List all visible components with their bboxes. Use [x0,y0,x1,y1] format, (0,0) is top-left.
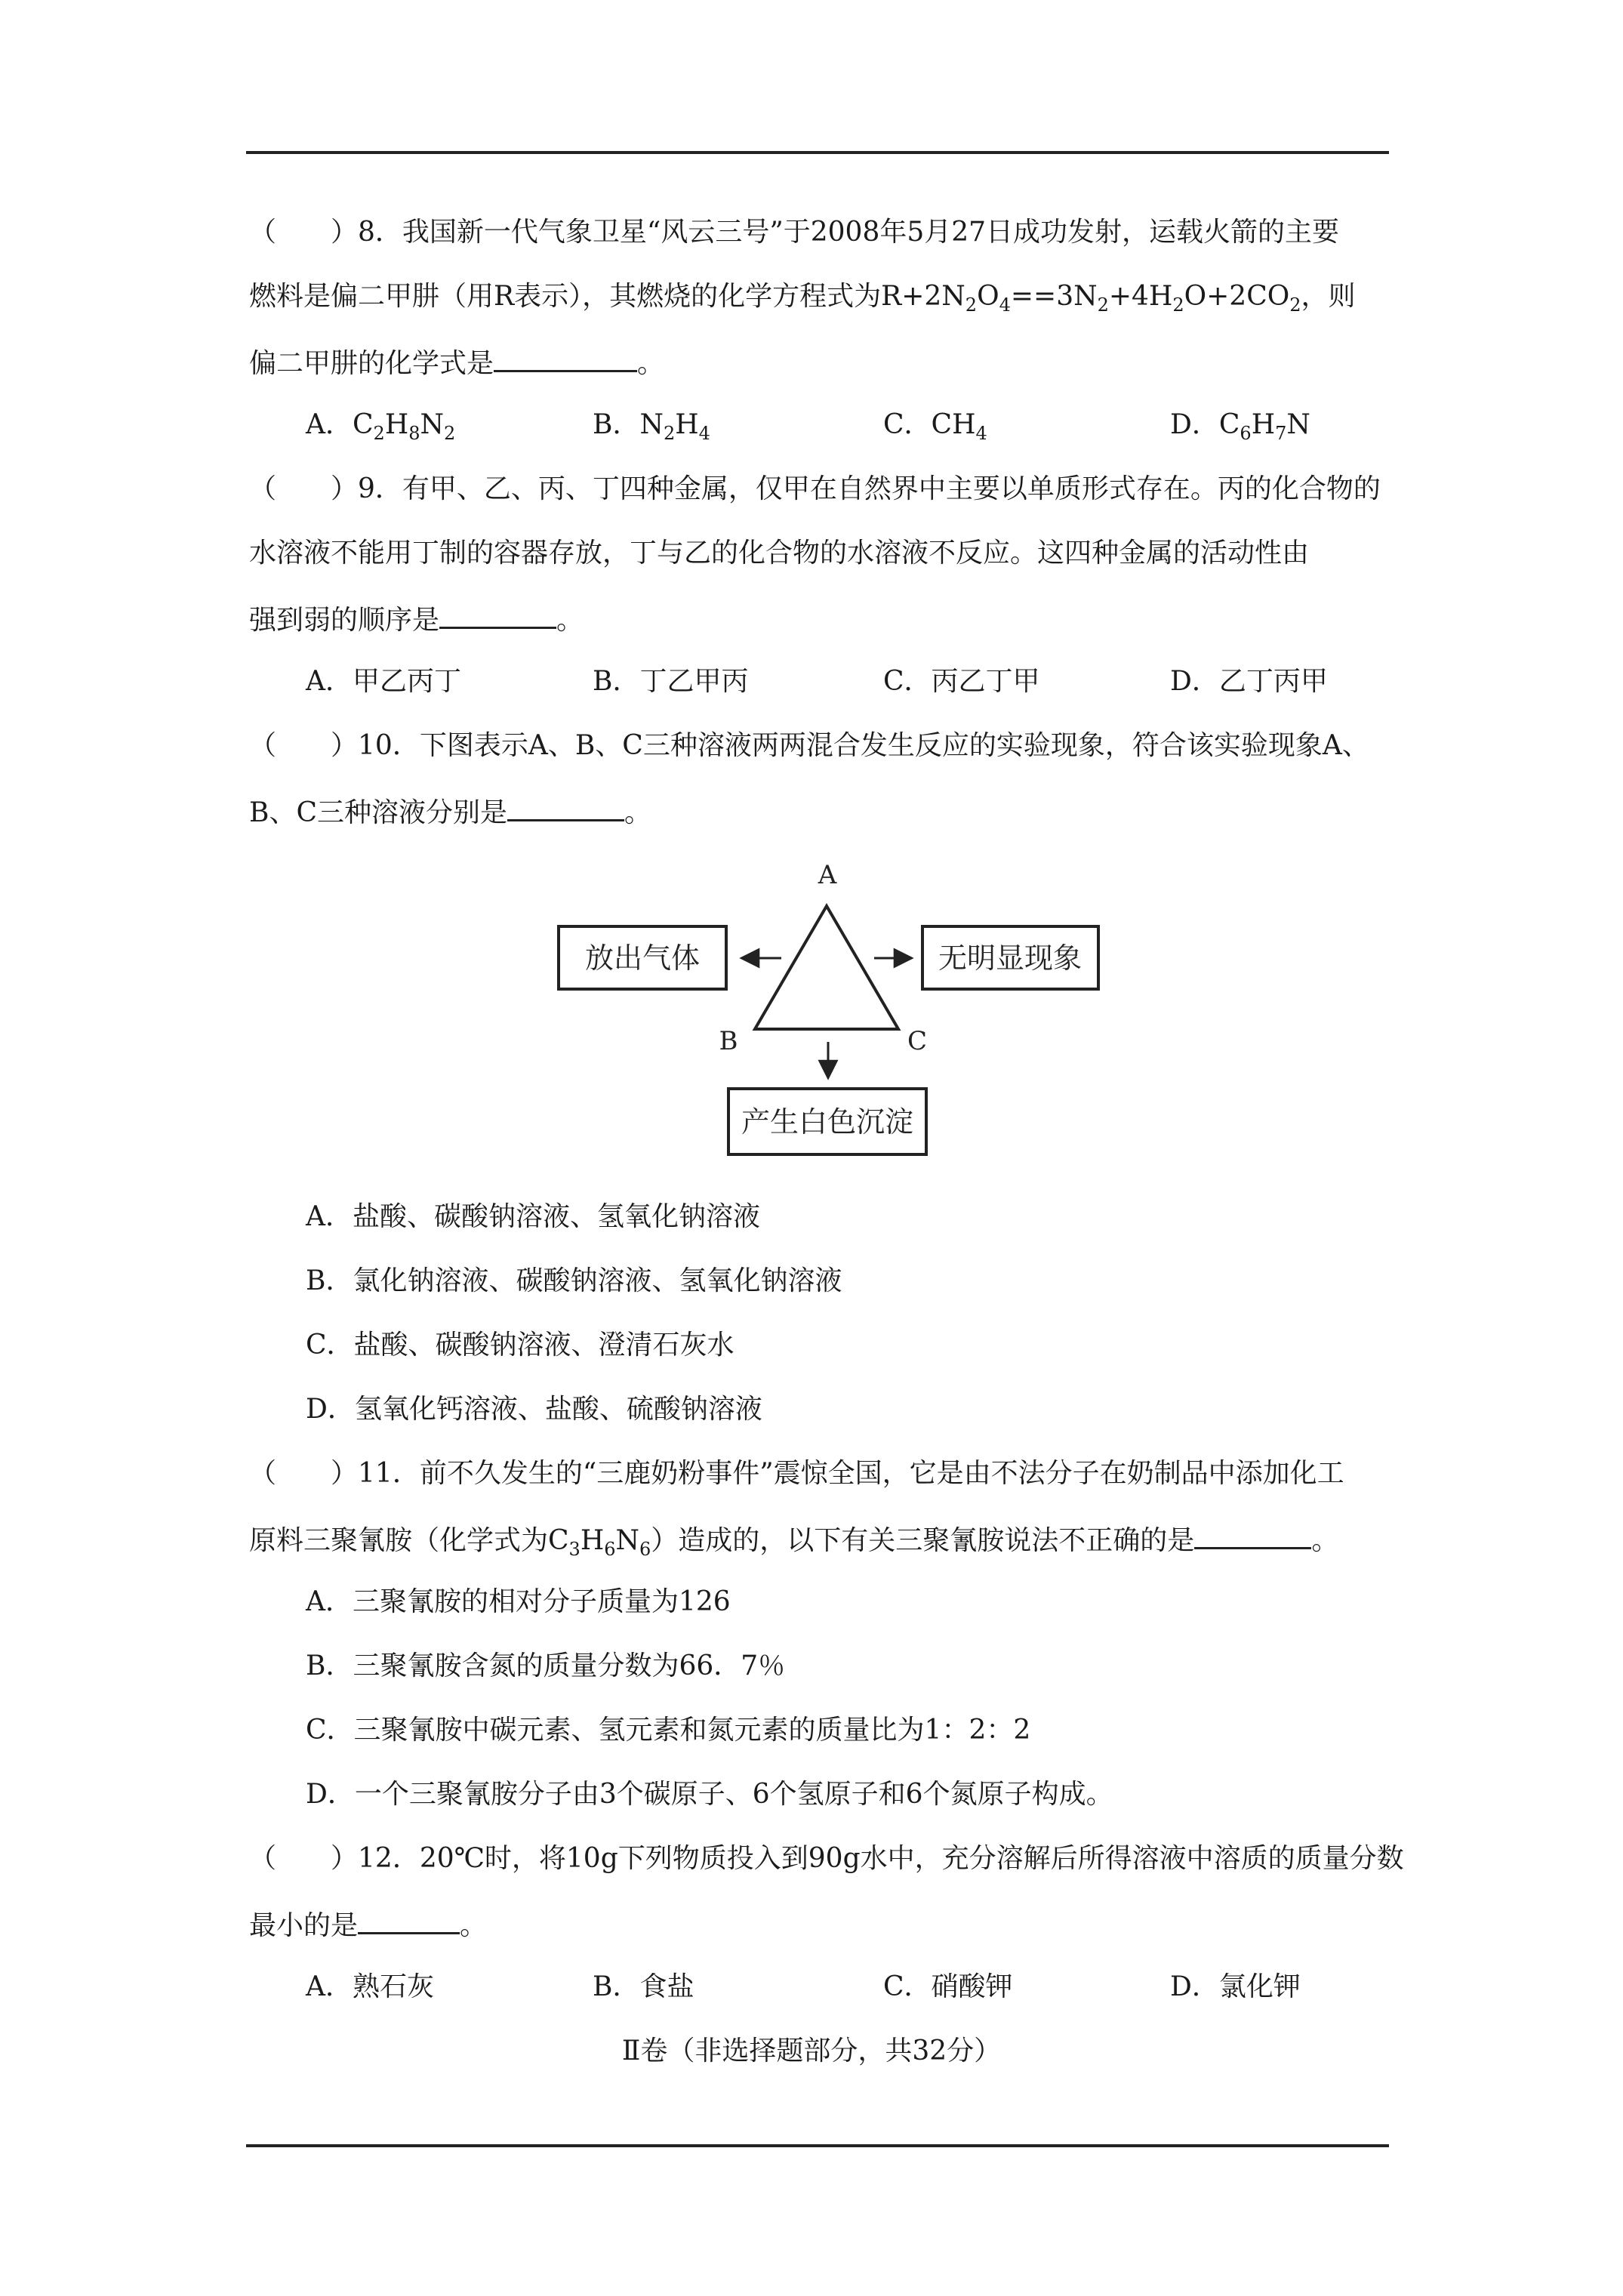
q12-option-c[interactable]: C．硝酸钾 [883,1971,1013,2002]
triangle-shape [755,906,898,1029]
answer-blank[interactable] [507,794,624,821]
reaction-diagram [528,853,1117,1170]
vertex-label-b: B [719,1026,738,1056]
q11-option-d[interactable]: D．一个三聚氰胺分子由3个碳原子、6个氢原子和6个氮原子构成。 [306,1779,1113,1810]
q9-line1: （ ）9．有甲、乙、丙、丁四种金属，仅甲在自然界中主要以单质形式存在。丙的化合物的 [249,473,1381,504]
box-left-label: 放出气体 [584,942,701,975]
q9-option-a[interactable]: A．甲乙丙丁 [306,666,461,697]
q12-line1: （ ）12．20℃时，将10g下列物质投入到90g水中，充分溶解后所得溶液中溶质的质量分数 [249,1843,1404,1874]
box-bottom-label: 产生白色沉淀 [741,1105,914,1139]
answer-blank[interactable] [358,1906,460,1934]
q12-option-b[interactable]: B．食盐 [593,1971,694,2002]
q12-option-a[interactable]: A．熟石灰 [306,1971,434,2002]
q10-line2: B、C三种溶液分别是 。 [249,794,651,830]
q8-line2: 燃料是偏二甲肼（用R表示），其燃烧的化学方程式为$R+2N_2O_4==3N_2+4H_2O+2CO_2$，则 [249,281,1356,316]
q8-option-c[interactable]: C．$CH_4$ [883,409,987,444]
vertex-label-c: C [907,1026,928,1056]
answer-blank[interactable] [494,344,637,372]
q10-option-d[interactable]: D．氢氧化钙溶液、盐酸、硫酸钠溶液 [306,1394,762,1425]
q8-line3: 偏二甲肼的化学式是 。 [249,344,664,381]
q11-option-a[interactable]: A．三聚氰胺的相对分子质量为126 [306,1586,731,1617]
q12-line2: 最小的是 。 [249,1906,487,1943]
q8-line1: （ ）8．我国新一代气象卫星“风云三号”于2008年5月27日成功发射，运载火箭的主要 [249,217,1340,248]
q11-option-b[interactable]: B．三聚氰胺含氮的质量分数为66．7％ [306,1650,786,1681]
q11-option-c[interactable]: C．三聚氰胺中碳元素、氢元素和氮元素的质量比为1：2：2 [306,1715,1031,1746]
q9-line3: 强到弱的顺序是 。 [249,601,584,637]
vertex-label-a: A [818,860,837,890]
q9-option-d[interactable]: D．乙丁丙甲 [1170,666,1328,697]
q12-option-d[interactable]: D．氯化钾 [1170,1971,1301,2002]
q10-option-c[interactable]: C．盐酸、碳酸钠溶液、澄清石灰水 [306,1330,735,1361]
box-right-label: 无明显现象 [938,942,1083,975]
top-rule [246,151,1389,154]
q11-line2: 原料三聚氰胺（化学式为$C_3H_6N_6$）造成的，以下有关三聚氰胺说法不正确的是 。 [249,1521,1338,1558]
q10-option-b[interactable]: B．氯化钠溶液、碳酸钠溶液、氢氧化钠溶液 [306,1265,842,1296]
bottom-rule [246,2144,1389,2147]
answer-blank[interactable] [1194,1521,1311,1549]
section-heading: Ⅱ卷（非选择题部分，共32分） [621,2036,1002,2066]
q8-option-a[interactable]: A．$C_2H_8N_2$ [306,409,456,444]
q10-option-a[interactable]: A．盐酸、碳酸钠溶液、氢氧化钠溶液 [306,1201,760,1232]
q11-line1: （ ）11．前不久发生的“三鹿奶粉事件”震惊全国，它是由不法分子在奶制品中添加化工 [249,1458,1344,1489]
q9-option-b[interactable]: B．丁乙甲丙 [593,666,749,697]
q9-option-c[interactable]: C．丙乙丁甲 [883,666,1040,697]
q8-option-d[interactable]: D．$C_6H_7N$ [1170,409,1310,444]
q8-option-b[interactable]: B．$N_2H_4$ [593,409,710,444]
q9-line2: 水溶液不能用丁制的容器存放，丁与乙的化合物的水溶液不反应。这四种金属的活动性由 [249,538,1310,569]
answer-blank[interactable] [439,601,556,629]
q10-line1: （ ）10．下图表示A、B、C三种溶液两两混合发生反应的实验现象，符合该实验现象A、 [249,730,1369,761]
